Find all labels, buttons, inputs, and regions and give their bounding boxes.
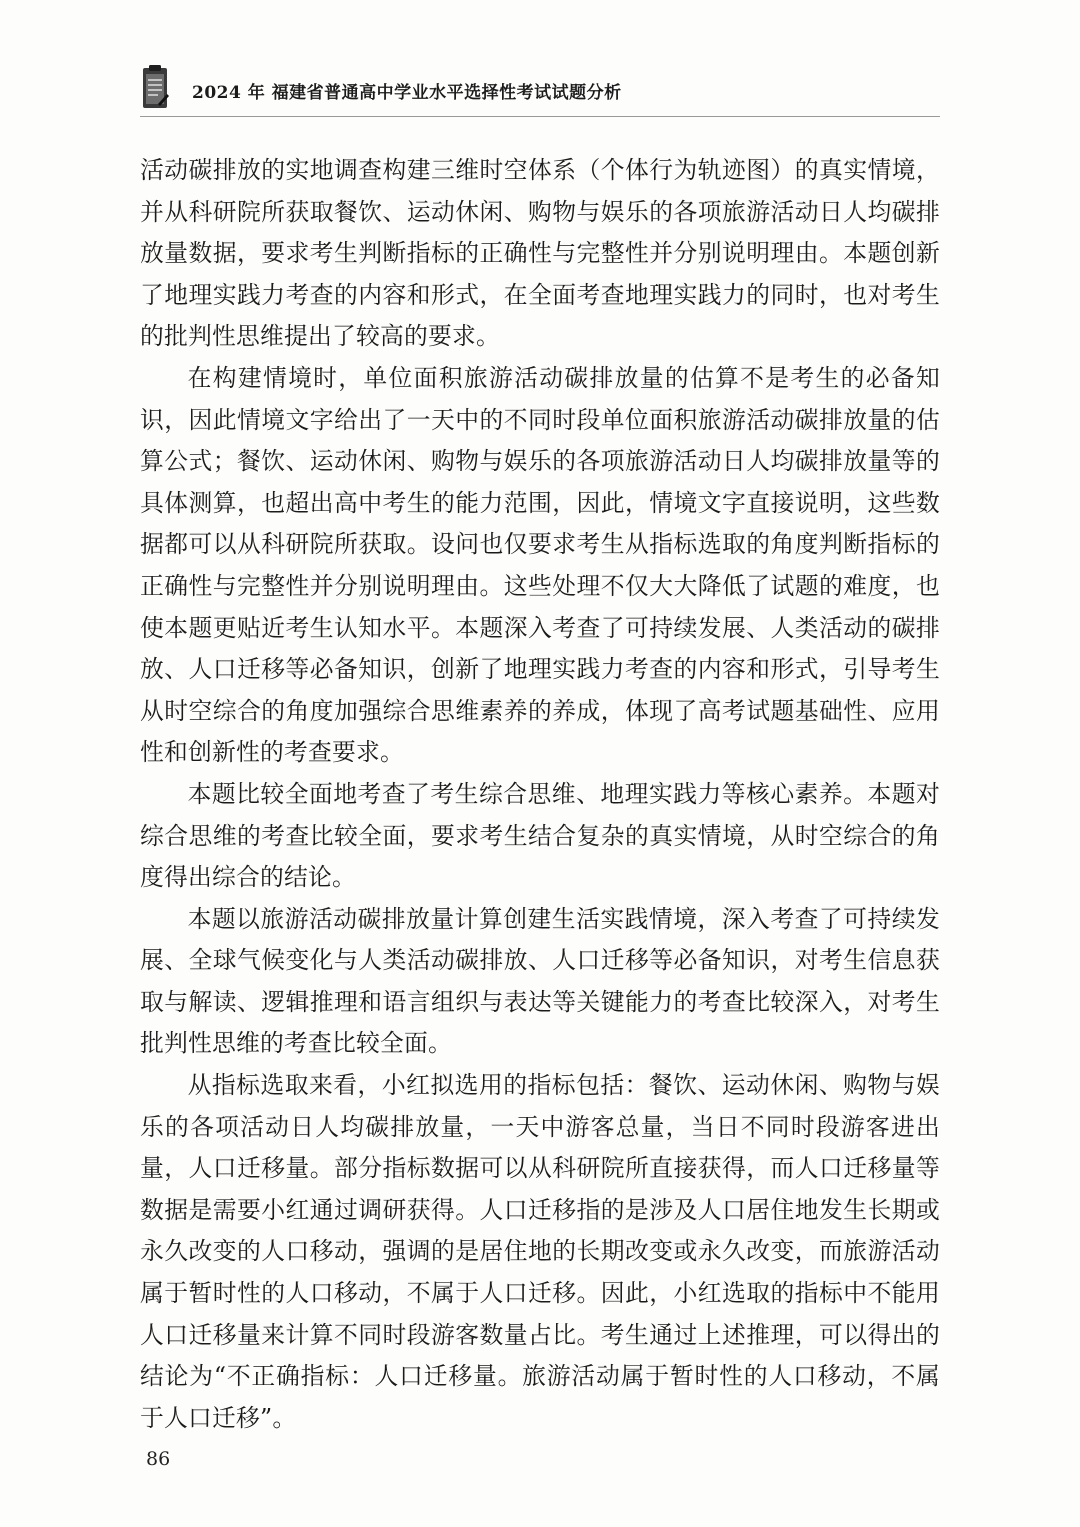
paragraph: 在构建情境时，单位面积旅游活动碳排放量的估算不是考生的必备知识，因此情境文字给出了一天中的不同时段单位面积旅游活动碳排放量的估算公式；餐饮、运动休闲、购物与娱乐的各项旅游活动日人均碳排放量等的具体测算，也超出高中考生的能力范围，因此，情境文字直接说明，这些数据都可以从科研院所获取。设问也仅要求考生从指标选取的角度判断指标的正确性与完整性并分别说明理由。这些处理不仅大大降低了试题的难度，也使本题更贴近考生认知水平。本题深入考查了可持续发展、人类活动的碳排放、人口迁移等必备知识，创新了地理实践力考查的内容和形式，引导考生从时空综合的角度加强综合思维素养的养成，体现了高考试题基础性、应用性和创新性的考查要求。 [140, 363, 940, 767]
book-clipboard-icon [140, 64, 170, 112]
page-header [140, 64, 940, 120]
paragraph: 从指标选取来看，小红拟选用的指标包括：餐饮、运动休闲、购物与娱乐的各项活动日人均碳排放量，一天中游客总量，当日不同时段游客进出量，人口迁移量。部分指标数据可以从科研院所直接获得，而人口迁移量等数据是需要小红通过调研获得。人口迁移指的是涉及人口居住地发生长期或永久改变的人口移动，强调的是居住地的长期改变或永久改变，而旅游活动属于暂时性的人口移动，不属于人口迁移。因此，小红选取的指标中不能用人口迁移量来计算不同时段游客数量占比。考生通过上述推理，可以得出的结论为“不正确指标：人口迁移量。旅游活动属于暂时性的人口移动，不属于人口迁移”。 [140, 1071, 940, 1432]
body-text [140, 150, 940, 1439]
header-divider [140, 116, 940, 117]
paragraph: 活动碳排放的实地调查构建三维时空体系（个体行为轨迹图）的真实情境，并从科研院所获取餐饮、运动休闲、购物与娱乐的各项旅游活动日人均碳排放量数据，要求考生判断指标的正确性与完整性并分别说明理由。本题创新了地理实践力考查的内容和形式，在全面考查地理实践力的同时，也对考生的批判性思维提出了较高的要求。 [140, 156, 940, 351]
header-title: 2024 年 福建省普通高中学业水平选择性考试试题分析 [192, 83, 622, 103]
paragraph: 本题比较全面地考查了考生综合思维、地理实践力等核心素养。本题对综合思维的考查比较全面，要求考生结合复杂的真实情境，从时空综合的角度得出综合的结论。 [140, 779, 940, 892]
paragraph: 本题以旅游活动碳排放量计算创建生活实践情境，深入考查了可持续发展、全球气候变化与人类活动碳排放、人口迁移等必备知识，对考生信息获取与解读、逻辑推理和语言组织与表达等关键能力的考查比较深入，对考生批判性思维的考查比较全面。 [140, 904, 940, 1058]
page-number: 86 [146, 1448, 171, 1470]
